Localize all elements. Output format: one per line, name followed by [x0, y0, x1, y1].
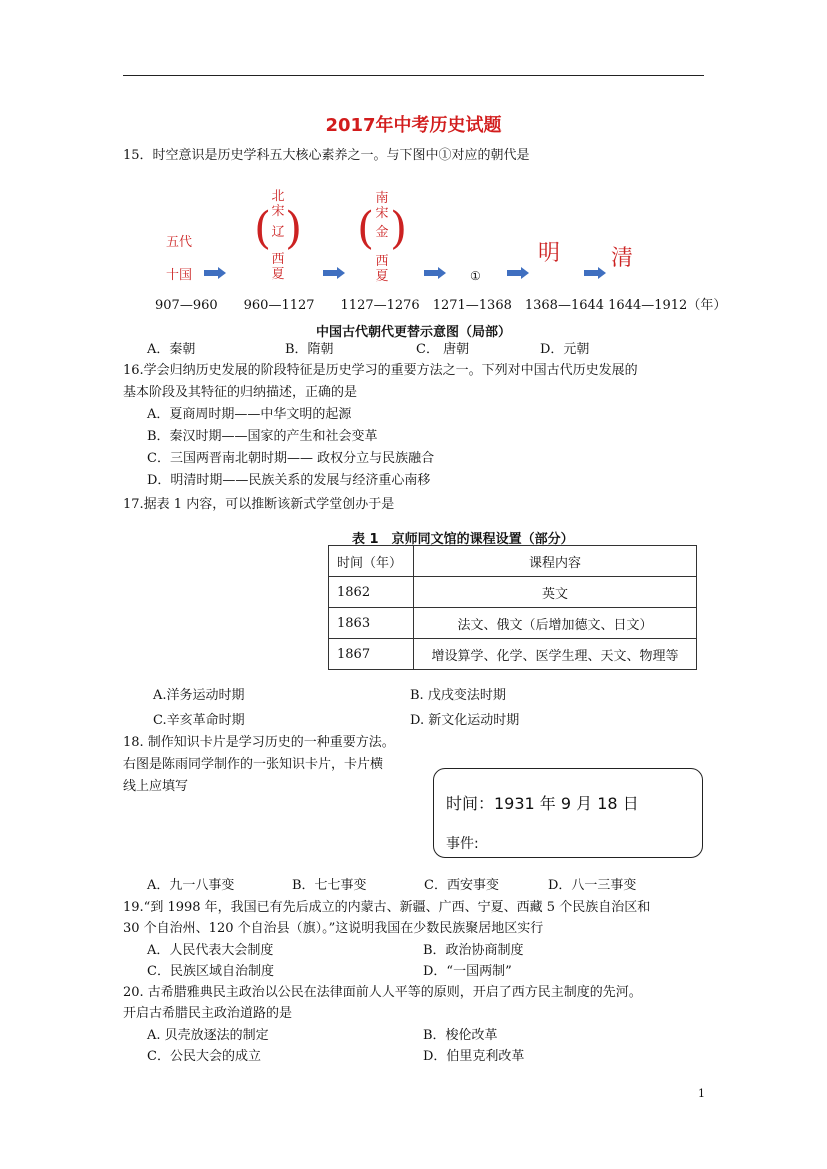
table-cell-course: 英文	[414, 577, 697, 608]
q15-option-c: C． 唐朝	[416, 342, 470, 357]
card-event: 事件:	[446, 836, 479, 852]
q17-stem: 17.据表 1 内容，可以推断该新式学堂创办于是	[123, 497, 395, 512]
q17-option-b: B. 戊戌变法时期	[410, 688, 506, 703]
q19-stem-2: 30 个自治州、120 个自治县（旗）。”这说明我国在少数民族聚居地区实行	[123, 921, 544, 936]
q19-option-b: B．政治协商制度	[423, 943, 524, 958]
q16-stem-1: 16.学会归纳历史发展的阶段特征是历史学习的重要方法之一。下列对中国古代历史发展的	[123, 363, 638, 378]
arrow-icon	[507, 267, 529, 279]
q18-option-c: C．西安事变	[424, 878, 499, 893]
q20-stem-2: 开启古希腊民主政治道路的是	[123, 1006, 293, 1021]
q17-option-c: C.辛亥革命时期	[153, 713, 245, 728]
q18-option-a: A．九一八事变	[147, 878, 235, 893]
table-header-cell: 课程内容	[414, 546, 697, 577]
q15-stem: 15．时空意识是历史学科五大核心素养之一。与下图中①对应的朝代是	[123, 148, 530, 163]
group1-dynasty-3: 西夏	[271, 252, 285, 282]
right-paren-icon: )	[390, 203, 408, 254]
q16-option-a: A．夏商周时期——中华文明的起源	[147, 407, 352, 422]
q19-option-d: D．“一国两制”	[423, 964, 512, 979]
page-title: 2017年中考历史试题	[325, 115, 502, 136]
group2-dynasty-3: 西夏	[375, 254, 389, 284]
q18-stem-1: 18. 制作知识卡片是学习历史的一种重要方法。	[123, 735, 395, 750]
card-time: 时间：1931 年 9 月 18 日	[446, 794, 639, 813]
q19-stem-1: 19.“到 1998 年，我国已有先后成立的内蒙古、新疆、广西、宁夏、西藏 5 个民族自治区和	[123, 900, 651, 915]
q19-option-c: C．民族区域自治制度	[147, 964, 274, 979]
table-header-row	[329, 546, 697, 577]
diagram-dates: 907—960 960—1127 1127—1276 1271—1368 1368—1644 1644—1912（年）	[155, 298, 727, 313]
dynasty-qing: 清	[611, 246, 634, 271]
table-title: 表 1 京师同文馆的课程设置（部分）	[352, 532, 574, 547]
q15-option-a: A．秦朝	[147, 342, 196, 357]
table-row	[329, 639, 697, 670]
q18-stem-3: 线上应填写	[123, 779, 189, 794]
q20-option-d: D．伯里克利改革	[423, 1049, 525, 1064]
table-header-cell: 时间（年）	[329, 546, 414, 577]
arrow-icon	[424, 267, 446, 279]
group1-dynasty-2: 辽	[271, 225, 285, 240]
q17-option-a: A.洋务运动时期	[153, 688, 245, 703]
group2-dynasty-2: 金	[375, 225, 389, 240]
table-cell-year: 1863	[329, 608, 414, 639]
group1-dynasty-1: 北宋	[271, 189, 285, 219]
table-cell-year: 1862	[329, 577, 414, 608]
q16-option-b: B．秦汉时期——国家的产生和社会变革	[147, 429, 378, 444]
table-cell-course: 法文、俄文（后增加德文、日文）	[414, 608, 697, 639]
wudai-label-1: 五代	[166, 235, 193, 250]
page-number: 1	[698, 1087, 705, 1100]
group2-dynasty-1: 南宋	[375, 191, 389, 221]
q18-option-d: D．八一三事变	[548, 878, 637, 893]
q17-option-d: D. 新文化运动时期	[410, 713, 520, 728]
q19-option-a: A．人民代表大会制度	[147, 943, 274, 958]
table-row	[329, 608, 697, 639]
course-table	[328, 545, 697, 670]
arrow-icon	[584, 267, 606, 279]
arrow-icon	[323, 267, 345, 279]
table-cell-course: 增设算学、化学、医学生理、天文、物理等	[414, 639, 697, 670]
q18-option-b: B．七七事变	[292, 878, 367, 893]
left-paren-icon: (	[254, 203, 272, 254]
wudai-label-2: 十国	[166, 268, 193, 283]
dynasty-ming: 明	[538, 241, 561, 266]
table-row	[329, 577, 697, 608]
q20-option-b: B．梭伦改革	[423, 1028, 498, 1043]
table-cell-year: 1867	[329, 639, 414, 670]
arrow-icon	[204, 267, 226, 279]
q20-option-c: C．公民大会的成立	[147, 1049, 261, 1064]
q20-stem-1: 20. 古希腊雅典民主政治以公民在法律面前人人平等的原则，开启了西方民主制度的先河。	[123, 985, 642, 1000]
header-rule	[123, 75, 704, 76]
left-paren-icon: (	[357, 203, 375, 254]
diagram-caption: 中国古代朝代更替示意图（局部）	[315, 325, 511, 340]
right-paren-icon: )	[285, 203, 303, 254]
knowledge-card	[433, 768, 703, 858]
q16-stem-2: 基本阶段及其特征的归纳描述，正确的是	[123, 385, 358, 400]
q15-option-b: B．隋朝	[285, 342, 334, 357]
q16-option-c: C．三国两晋南北朝时期—— 政权分立与民族融合	[147, 451, 435, 466]
q18-stem-2: 右图是陈雨同学制作的一张知识卡片，卡片横	[123, 757, 384, 772]
marker-circle-1: ①	[470, 269, 481, 283]
q16-option-d: D．明清时期——民族关系的发展与经济重心南移	[147, 473, 431, 488]
q15-option-d: D．元朝	[540, 342, 590, 357]
q20-option-a: A. 贝壳放逐法的制定	[147, 1028, 269, 1043]
